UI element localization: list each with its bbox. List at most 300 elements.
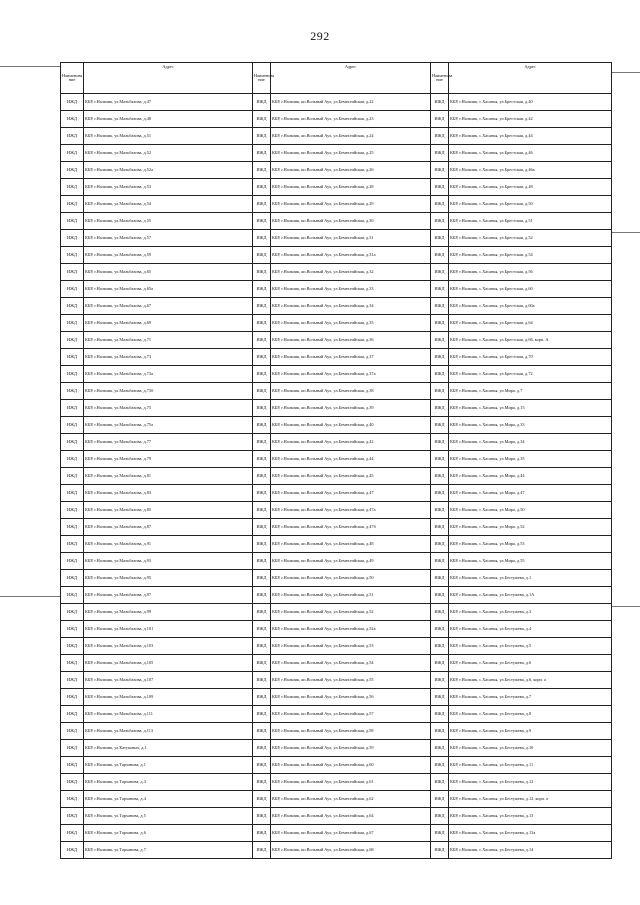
- address-cell: КБР, г.Нальчик, кп.Вольный Аул, ул.Бемехгийская, д.36: [271, 332, 431, 349]
- address-cell: КБР, г.Нальчик, с.Хасанья, ул.Мира, д.34: [449, 434, 612, 451]
- address-cell: КБР, г.Нальчик, кп.Вольный Аул, ул.Бемехгийская, д.57: [271, 706, 431, 723]
- address-cell: КБР, г.Нальчик, с.Хасанья, ул.Бестужева, д.14: [449, 842, 612, 859]
- address-cell: КБР, г.Нальчик, с.Хасанья, ул.Брестская, д.52: [449, 230, 612, 247]
- address-cell: КБР, г.Нальчик, ул.Мальбахова, д.59: [84, 247, 253, 264]
- object-type-cell: ИЖД: [431, 842, 449, 859]
- object-type-cell: ИЖД: [253, 604, 271, 621]
- object-type-cell: ИЖД: [61, 536, 84, 553]
- address-cell: КБР, г.Нальчик, ул.Мальбахова, д.69: [84, 315, 253, 332]
- object-type-cell: ИЖД: [61, 672, 84, 689]
- table-row: [61, 213, 612, 230]
- address-cell: КБР, г.Нальчик, ул.Мальбахова, д.47: [84, 94, 253, 111]
- table-row: [61, 553, 612, 570]
- address-cell: КБР, г.Нальчик, кп.Вольный Аул, ул.Бемехгийская, д.37а: [271, 366, 431, 383]
- object-type-cell: ИЖД: [61, 315, 84, 332]
- object-type-cell: ИЖД: [61, 264, 84, 281]
- object-type-cell: ИЖД: [61, 434, 84, 451]
- table-row: [61, 417, 612, 434]
- object-type-cell: ИЖД: [61, 723, 84, 740]
- address-cell: КБР, г.Нальчик, кп.Вольный Аул, ул.Бемехгийская, д.48: [271, 536, 431, 553]
- object-type-cell: ИЖД: [431, 400, 449, 417]
- address-cell: КБР, г.Нальчик, с.Хасанья, ул.Брестская, д.64: [449, 315, 612, 332]
- object-type-cell: ИЖД: [431, 366, 449, 383]
- object-type-cell: ИЖД: [253, 740, 271, 757]
- object-type-cell: ИЖД: [253, 349, 271, 366]
- address-cell: КБР, г.Нальчик, ул.Мальбахова, д.65а: [84, 281, 253, 298]
- object-type-cell: ИЖД: [61, 604, 84, 621]
- object-type-cell: ИЖД: [61, 638, 84, 655]
- address-cell: КБР, г.Нальчик, ул.Тарханова, д.3: [84, 774, 253, 791]
- address-cell: КБР, г.Нальчик, ул.Мальбахова, д.57: [84, 230, 253, 247]
- scan-margin-line-left: [0, 66, 60, 67]
- object-type-cell: ИЖД: [253, 706, 271, 723]
- object-type-cell: ИЖД: [61, 179, 84, 196]
- table-row: [61, 808, 612, 825]
- address-cell: КБР, г.Нальчик, с.Хасанья, ул.Бестужева, д.1А: [449, 587, 612, 604]
- object-type-cell: ИЖД: [431, 434, 449, 451]
- object-type-cell: ИЖД: [431, 655, 449, 672]
- address-cell: КБР, г.Нальчик, ул.Мальбахова, д.99: [84, 604, 253, 621]
- object-type-cell: ИЖД: [253, 213, 271, 230]
- address-cell: КБР, г.Нальчик, кп.Вольный Аул, ул.Бемехгийская, д.53: [271, 638, 431, 655]
- object-type-cell: ИЖД: [431, 213, 449, 230]
- object-type-cell: ИЖД: [253, 825, 271, 842]
- address-cell: КБР, г.Нальчик, с.Хасанья, ул.Брестская, д.54: [449, 247, 612, 264]
- address-cell: КБР, г.Нальчик, кп.Вольный Аул, ул.Бемехгийская, д.54: [271, 655, 431, 672]
- table-row: [61, 587, 612, 604]
- address-cell: КБР, г.Нальчик, кп.Вольный Аул, ул.Бемехгийская, д.52: [271, 604, 431, 621]
- object-type-cell: ИЖД: [253, 774, 271, 791]
- address-cell: КБР, г.Нальчик, с.Хасанья, ул.Мира, д.7: [449, 383, 612, 400]
- address-cell: КБР, г.Нальчик, кп.Вольный Аул, ул.Бемехгийская, д.38: [271, 383, 431, 400]
- object-type-cell: ИЖД: [61, 332, 84, 349]
- object-type-cell: ИЖД: [431, 519, 449, 536]
- object-type-cell: ИЖД: [61, 94, 84, 111]
- address-cell: КБР, г.Нальчик, с.Хасанья, ул.Мира, д.53: [449, 536, 612, 553]
- object-type-cell: ИЖД: [61, 689, 84, 706]
- address-cell: КБР, г.Нальчик, с.Хасанья, ул.Брестская, д.46: [449, 145, 612, 162]
- address-cell: КБР, г.Нальчик, с.Хасанья, ул.Брестская, д.51: [449, 213, 612, 230]
- address-cell: КБР, г.Нальчик, ул.Катуковых, д.1: [84, 740, 253, 757]
- address-cell: КБР, г.Нальчик, с.Хасанья, ул.Брестская, д.50: [449, 196, 612, 213]
- table-row: [61, 230, 612, 247]
- address-cell: КБР, г.Нальчик, ул.Мальбахова, д.73б: [84, 383, 253, 400]
- object-type-cell: ИЖД: [253, 281, 271, 298]
- header-type-2: Наименова ние: [253, 63, 271, 94]
- object-type-cell: ИЖД: [431, 196, 449, 213]
- table-row: [61, 332, 612, 349]
- address-cell: КБР, г.Нальчик, кп.Вольный Аул, ул.Бемехгийская, д.33: [271, 281, 431, 298]
- address-cell: КБР, г.Нальчик, ул.Мальбахова, д.71: [84, 332, 253, 349]
- scan-margin-line-right-2: [611, 232, 640, 233]
- object-type-cell: ИЖД: [61, 366, 84, 383]
- object-type-cell: ИЖД: [431, 485, 449, 502]
- object-type-cell: ИЖД: [431, 536, 449, 553]
- object-type-cell: ИЖД: [253, 94, 271, 111]
- object-type-cell: ИЖД: [253, 655, 271, 672]
- address-cell: КБР, г.Нальчик, ул.Мальбахова, д.109: [84, 689, 253, 706]
- object-type-cell: ИЖД: [253, 230, 271, 247]
- address-cell: КБР, г.Нальчик, кп.Вольный Аул, ул.Бемехгийская, д.61: [271, 774, 431, 791]
- address-cell: КБР, г.Нальчик, ул.Мальбахова, д.111: [84, 706, 253, 723]
- object-type-cell: ИЖД: [61, 587, 84, 604]
- address-cell: КБР, г.Нальчик, кп.Вольный Аул, ул.Бемехгийская, д.49: [271, 553, 431, 570]
- object-type-cell: ИЖД: [431, 145, 449, 162]
- address-cell: КБР, г.Нальчик, ул.Мальбахова, д.73: [84, 349, 253, 366]
- address-cell: КБР, г.Нальчик, ул.Мальбахова, д.107: [84, 672, 253, 689]
- address-cell: КБР, г.Нальчик, с.Хасанья, ул.Мира, д.47: [449, 485, 612, 502]
- address-cell: КБР, г.Нальчик, ул.Мальбахова, д.52а: [84, 162, 253, 179]
- object-type-cell: ИЖД: [431, 298, 449, 315]
- object-type-cell: ИЖД: [61, 298, 84, 315]
- table-row: [61, 791, 612, 808]
- table-row: [61, 842, 612, 859]
- object-type-cell: ИЖД: [431, 774, 449, 791]
- object-type-cell: ИЖД: [61, 196, 84, 213]
- object-type-cell: ИЖД: [431, 111, 449, 128]
- address-cell: КБР, г.Нальчик, с.Хасанья, ул.Брестская, д.60: [449, 281, 612, 298]
- object-type-cell: ИЖД: [253, 553, 271, 570]
- object-type-cell: ИЖД: [61, 502, 84, 519]
- address-cell: КБР, г.Нальчик, с.Хасанья, ул.Бестужева, д.3: [449, 604, 612, 621]
- address-cell: КБР, г.Нальчик, ул.Мальбахова, д.113: [84, 723, 253, 740]
- table-row: [61, 502, 612, 519]
- object-type-cell: ИЖД: [253, 502, 271, 519]
- object-type-cell: ИЖД: [253, 638, 271, 655]
- address-cell: КБР, г.Нальчик, с.Хасанья, ул.Мира, д.52: [449, 519, 612, 536]
- address-cell: КБР, г.Нальчик, кп.Вольный Аул, ул.Бемехгийская, д.26: [271, 162, 431, 179]
- address-cell: КБР, г.Нальчик, с.Хасанья, ул.Брестская, д.46а: [449, 162, 612, 179]
- object-type-cell: ИЖД: [431, 417, 449, 434]
- address-cell: КБР, г.Нальчик, кп.Вольный Аул, ул.Бемехгийская, д.32: [271, 264, 431, 281]
- object-type-cell: ИЖД: [61, 349, 84, 366]
- object-type-cell: ИЖД: [431, 315, 449, 332]
- address-cell: КБР, г.Нальчик, с.Хасанья, ул.Мира, д.50: [449, 502, 612, 519]
- address-cell: КБР, г.Нальчик, с.Хасанья, ул.Бестужева, д.10: [449, 740, 612, 757]
- address-cell: КБР, г.Нальчик, кп.Вольный Аул, ул.Бемехгийская, д.30: [271, 213, 431, 230]
- object-type-cell: ИЖД: [431, 740, 449, 757]
- object-type-cell: ИЖД: [431, 689, 449, 706]
- table-row: [61, 604, 612, 621]
- object-type-cell: ИЖД: [431, 332, 449, 349]
- address-cell: КБР, г.Нальчик, с.Хасанья, ул.Мира, д.35: [449, 451, 612, 468]
- table-row: [61, 638, 612, 655]
- address-cell: КБР, г.Нальчик, кп.Вольный Аул, ул.Бемехгийская, д.59: [271, 740, 431, 757]
- table-row: [61, 672, 612, 689]
- address-cell: КБР, г.Нальчик, кп.Вольный Аул, ул.Бемехгийская, д.55: [271, 672, 431, 689]
- object-type-cell: ИЖД: [253, 111, 271, 128]
- table-row: [61, 740, 612, 757]
- object-type-cell: ИЖД: [61, 145, 84, 162]
- object-type-cell: ИЖД: [431, 553, 449, 570]
- object-type-cell: ИЖД: [253, 689, 271, 706]
- object-type-cell: ИЖД: [61, 400, 84, 417]
- object-type-cell: ИЖД: [431, 247, 449, 264]
- table-row: [61, 111, 612, 128]
- object-type-cell: ИЖД: [431, 604, 449, 621]
- address-cell: КБР, г.Нальчик, кп.Вольный Аул, ул.Бемехгийская, д.58: [271, 723, 431, 740]
- object-type-cell: ИЖД: [431, 706, 449, 723]
- object-type-cell: ИЖД: [61, 791, 84, 808]
- address-cell: КБР, г.Нальчик, с.Хасанья, ул.Мира, д.33: [449, 417, 612, 434]
- address-cell: КБР, г.Нальчик, с.Хасанья, ул.Бестужева, д.7: [449, 689, 612, 706]
- address-cell: КБР, г.Нальчик, ул.Мальбахова, д.77: [84, 434, 253, 451]
- object-type-cell: ИЖД: [431, 179, 449, 196]
- address-cell: КБР, г.Нальчик, кп.Вольный Аул, ул.Бемехгийская, д.31: [271, 230, 431, 247]
- address-cell: КБР, г.Нальчик, ул.Тарханова, д.7: [84, 842, 253, 859]
- address-cell: КБР, г.Нальчик, ул.Мальбахова, д.55: [84, 213, 253, 230]
- object-type-cell: ИЖД: [431, 468, 449, 485]
- address-cell: КБР, г.Нальчик, ул.Мальбахова, д.54: [84, 196, 253, 213]
- object-type-cell: ИЖД: [253, 417, 271, 434]
- object-type-cell: ИЖД: [61, 570, 84, 587]
- address-cell: КБР, г.Нальчик, с.Хасанья, ул.Бестужева, д.12: [449, 774, 612, 791]
- object-type-cell: ИЖД: [253, 723, 271, 740]
- object-type-cell: ИЖД: [253, 808, 271, 825]
- address-cell: КБР, г.Нальчик, ул.Тарханова, д.5: [84, 808, 253, 825]
- table-row: [61, 536, 612, 553]
- address-cell: КБР, г.Нальчик, с.Хасанья, ул.Бестужева, д.9: [449, 723, 612, 740]
- object-type-cell: ИЖД: [431, 128, 449, 145]
- object-type-cell: ИЖД: [61, 281, 84, 298]
- header-type-3: Наименова ние: [431, 63, 449, 94]
- address-cell: КБР, г.Нальчик, ул.Мальбахова, д.95: [84, 570, 253, 587]
- object-type-cell: ИЖД: [253, 587, 271, 604]
- object-type-cell: ИЖД: [431, 825, 449, 842]
- address-cell: КБР, г.Нальчик, кп.Вольный Аул, ул.Бемехгийская, д.68: [271, 842, 431, 859]
- table-row: [61, 94, 612, 111]
- object-type-cell: ИЖД: [431, 230, 449, 247]
- address-cell: КБР, г.Нальчик, кп.Вольный Аул, ул.Бемехгийская, д.35: [271, 315, 431, 332]
- object-type-cell: ИЖД: [61, 128, 84, 145]
- object-type-cell: ИЖД: [61, 213, 84, 230]
- address-cell: КБР, г.Нальчик, ул.Мальбахова, д.81: [84, 468, 253, 485]
- address-cell: КБР, г.Нальчик, ул.Тарханова, д.1: [84, 757, 253, 774]
- address-cell: КБР, г.Нальчик, ул.Мальбахова, д.103: [84, 638, 253, 655]
- object-type-cell: ИЖД: [253, 842, 271, 859]
- table-row: [61, 162, 612, 179]
- table-row: [61, 451, 612, 468]
- object-type-cell: ИЖД: [61, 230, 84, 247]
- object-type-cell: ИЖД: [431, 638, 449, 655]
- object-type-cell: ИЖД: [431, 451, 449, 468]
- object-type-cell: ИЖД: [61, 417, 84, 434]
- address-cell: КБР, г.Нальчик, с.Хасанья, ул.Бестужева, д.1: [449, 570, 612, 587]
- address-cell: КБР, г.Нальчик, ул.Тарханова, д.6: [84, 825, 253, 842]
- object-type-cell: ИЖД: [253, 400, 271, 417]
- table-row: [61, 825, 612, 842]
- object-type-cell: ИЖД: [253, 179, 271, 196]
- table-row: [61, 400, 612, 417]
- address-cell: КБР, г.Нальчик, с.Хасанья, ул.Бестужева, д.6, корп. а: [449, 672, 612, 689]
- address-cell: КБР, г.Нальчик, кп.Вольный Аул, ул.Бемехгийская, д.47б: [271, 519, 431, 536]
- object-type-cell: ИЖД: [431, 383, 449, 400]
- object-type-cell: ИЖД: [431, 791, 449, 808]
- address-cell: КБР, г.Нальчик, кп.Вольный Аул, ул.Бемехгийская, д.62: [271, 791, 431, 808]
- object-type-cell: ИЖД: [253, 621, 271, 638]
- address-cell: КБР, г.Нальчик, ул.Мальбахова, д.75а: [84, 417, 253, 434]
- object-type-cell: ИЖД: [253, 485, 271, 502]
- address-cell: КБР, г.Нальчик, кп.Вольный Аул, ул.Бемехгийская, д.50: [271, 570, 431, 587]
- address-cell: КБР, г.Нальчик, ул.Мальбахова, д.97: [84, 587, 253, 604]
- object-type-cell: ИЖД: [61, 247, 84, 264]
- object-type-cell: ИЖД: [431, 162, 449, 179]
- object-type-cell: ИЖД: [431, 621, 449, 638]
- object-type-cell: ИЖД: [61, 621, 84, 638]
- address-cell: КБР, г.Нальчик, ул.Мальбахова, д.101: [84, 621, 253, 638]
- header-address-3: Адрес: [449, 63, 612, 94]
- address-cell: КБР, г.Нальчик, с.Хасанья, ул.Бестужева, д.5: [449, 638, 612, 655]
- object-type-cell: ИЖД: [253, 434, 271, 451]
- object-type-cell: ИЖД: [253, 315, 271, 332]
- address-cell: КБР, г.Нальчик, с.Хасанья, ул.Брестская, д.66, корп. А: [449, 332, 612, 349]
- object-type-cell: ИЖД: [61, 706, 84, 723]
- address-cell: КБР, г.Нальчик, с.Хасанья, ул.Бестужева, д.12, корп. а: [449, 791, 612, 808]
- address-cell: КБР, г.Нальчик, кп.Вольный Аул, ул.Бемехгийская, д.45: [271, 468, 431, 485]
- address-cell: КБР, г.Нальчик, с.Хасанья, ул.Бестужева, д.6: [449, 655, 612, 672]
- address-cell: КБР, г.Нальчик, с.Хасанья, ул.Бестужева, д.4: [449, 621, 612, 638]
- address-cell: КБР, г.Нальчик, кп.Вольный Аул, ул.Бемехгийская, д.44: [271, 451, 431, 468]
- address-cell: КБР, г.Нальчик, кп.Вольный Аул, ул.Бемехгийская, д.24: [271, 128, 431, 145]
- object-type-cell: ИЖД: [253, 791, 271, 808]
- table-row: [61, 485, 612, 502]
- header-address-1: Адрес: [84, 63, 253, 94]
- address-cell: КБР, г.Нальчик, ул.Мальбахова, д.52: [84, 145, 253, 162]
- object-type-cell: ИЖД: [61, 485, 84, 502]
- address-cell: КБР, г.Нальчик, ул.Мальбахова, д.85: [84, 502, 253, 519]
- object-type-cell: ИЖД: [253, 196, 271, 213]
- object-type-cell: ИЖД: [431, 570, 449, 587]
- object-type-cell: ИЖД: [61, 451, 84, 468]
- page-number: 292: [310, 29, 330, 43]
- object-type-cell: ИЖД: [431, 349, 449, 366]
- address-cell: КБР, г.Нальчик, кп.Вольный Аул, ул.Бемехгийская, д.64: [271, 808, 431, 825]
- table-row: [61, 281, 612, 298]
- table-row: [61, 247, 612, 264]
- object-type-cell: ИЖД: [61, 553, 84, 570]
- address-cell: КБР, г.Нальчик, ул.Мальбахова, д.51: [84, 128, 253, 145]
- address-cell: КБР, г.Нальчик, ул.Мальбахова, д.105: [84, 655, 253, 672]
- object-type-cell: ИЖД: [61, 842, 84, 859]
- address-cell: КБР, г.Нальчик, кп.Вольный Аул, ул.Бемехгийская, д.25: [271, 145, 431, 162]
- object-type-cell: ИЖД: [253, 332, 271, 349]
- table-header: [61, 63, 612, 94]
- address-cell: КБР, г.Нальчик, с.Хасанья, ул.Бестужева, д.13: [449, 808, 612, 825]
- address-cell: КБР, г.Нальчик, с.Хасанья, ул.Бестужева, д.13а: [449, 825, 612, 842]
- address-cell: КБР, г.Нальчик, кп.Вольный Аул, ул.Бемехгийская, д.23: [271, 111, 431, 128]
- address-cell: КБР, г.Нальчик, ул.Мальбахова, д.65: [84, 264, 253, 281]
- address-table: [60, 62, 612, 859]
- table-row: [61, 723, 612, 740]
- address-cell: КБР, г.Нальчик, кп.Вольный Аул, ул.Бемехгийская, д.56: [271, 689, 431, 706]
- address-cell: КБР, г.Нальчик, кп.Вольный Аул, ул.Бемехгийская, д.47а: [271, 502, 431, 519]
- address-cell: КБР, г.Нальчик, с.Хасанья, ул.Мира, д.15: [449, 400, 612, 417]
- object-type-cell: ИЖД: [431, 587, 449, 604]
- address-register-sheet: [60, 62, 611, 859]
- object-type-cell: ИЖД: [253, 128, 271, 145]
- object-type-cell: ИЖД: [61, 468, 84, 485]
- object-type-cell: ИЖД: [61, 519, 84, 536]
- table-row: [61, 349, 612, 366]
- object-type-cell: ИЖД: [253, 468, 271, 485]
- object-type-cell: ИЖД: [253, 757, 271, 774]
- scan-margin-line-right-3: [611, 606, 640, 607]
- address-cell: КБР, г.Нальчик, с.Хасанья, ул.Брестская, д.42: [449, 111, 612, 128]
- address-cell: КБР, г.Нальчик, ул.Мальбахова, д.83: [84, 485, 253, 502]
- object-type-cell: ИЖД: [431, 264, 449, 281]
- address-cell: КБР, г.Нальчик, ул.Тарханова, д.4: [84, 791, 253, 808]
- object-type-cell: ИЖД: [253, 570, 271, 587]
- address-cell: КБР, г.Нальчик, кп.Вольный Аул, ул.Бемехгийская, д.52а: [271, 621, 431, 638]
- table-row: [61, 468, 612, 485]
- address-cell: КБР, г.Нальчик, с.Хасанья, ул.Брестская, д.56: [449, 264, 612, 281]
- table-row: [61, 655, 612, 672]
- table-row: [61, 315, 612, 332]
- address-cell: КБР, г.Нальчик, ул.Мальбахова, д.73а: [84, 366, 253, 383]
- scan-margin-line-left-2: [0, 596, 60, 597]
- object-type-cell: ИЖД: [431, 502, 449, 519]
- address-cell: КБР, г.Нальчик, с.Хасанья, ул.Мира, д.55: [449, 553, 612, 570]
- table-row: [61, 179, 612, 196]
- address-cell: КБР, г.Нальчик, кп.Вольный Аул, ул.Бемехгийская, д.60: [271, 757, 431, 774]
- address-cell: КБР, г.Нальчик, с.Хасанья, ул.Мира, д.44: [449, 468, 612, 485]
- object-type-cell: ИЖД: [253, 536, 271, 553]
- address-cell: КБР, г.Нальчик, кп.Вольный Аул, ул.Бемехгийская, д.34: [271, 298, 431, 315]
- object-type-cell: ИЖД: [253, 145, 271, 162]
- address-cell: КБР, г.Нальчик, кп.Вольный Аул, ул.Бемехгийская, д.40: [271, 417, 431, 434]
- object-type-cell: ИЖД: [431, 723, 449, 740]
- address-cell: КБР, г.Нальчик, ул.Мальбахова, д.53: [84, 179, 253, 196]
- table-row: [61, 434, 612, 451]
- address-cell: КБР, г.Нальчик, кп.Вольный Аул, ул.Бемехгийская, д.67: [271, 825, 431, 842]
- scan-margin-line-right: [611, 72, 640, 73]
- address-cell: КБР, г.Нальчик, ул.Мальбахова, д.75: [84, 400, 253, 417]
- table-row: [61, 264, 612, 281]
- address-cell: КБР, г.Нальчик, с.Хасанья, ул.Брестская, д.60а: [449, 298, 612, 315]
- table-body: [61, 94, 612, 859]
- address-cell: КБР, г.Нальчик, ул.Мальбахова, д.48: [84, 111, 253, 128]
- table-row: [61, 128, 612, 145]
- object-type-cell: ИЖД: [61, 774, 84, 791]
- object-type-cell: ИЖД: [431, 672, 449, 689]
- header-type-1: Наименова ние: [61, 63, 84, 94]
- address-cell: КБР, г.Нальчик, кп.Вольный Аул, ул.Бемехгийская, д.37: [271, 349, 431, 366]
- object-type-cell: ИЖД: [253, 672, 271, 689]
- address-cell: КБР, г.Нальчик, кп.Вольный Аул, ул.Бемехгийская, д.22: [271, 94, 431, 111]
- table-row: [61, 706, 612, 723]
- address-cell: КБР, г.Нальчик, кп.Вольный Аул, ул.Бемехгийская, д.42: [271, 434, 431, 451]
- object-type-cell: ИЖД: [431, 757, 449, 774]
- table-row: [61, 621, 612, 638]
- header-address-2: Адрес: [271, 63, 431, 94]
- table-row: [61, 570, 612, 587]
- address-cell: КБР, г.Нальчик, ул.Мальбахова, д.93: [84, 553, 253, 570]
- object-type-cell: ИЖД: [61, 655, 84, 672]
- object-type-cell: ИЖД: [253, 519, 271, 536]
- address-cell: КБР, г.Нальчик, с.Хасанья, ул.Брестская, д.48: [449, 179, 612, 196]
- address-cell: КБР, г.Нальчик, ул.Мальбахова, д.91: [84, 536, 253, 553]
- object-type-cell: ИЖД: [61, 383, 84, 400]
- address-cell: КБР, г.Нальчик, с.Хасанья, ул.Бестужева, д.11: [449, 757, 612, 774]
- object-type-cell: ИЖД: [61, 825, 84, 842]
- address-cell: КБР, г.Нальчик, кп.Вольный Аул, ул.Бемехгийская, д.47: [271, 485, 431, 502]
- address-cell: КБР, г.Нальчик, кп.Вольный Аул, ул.Бемехгийская, д.51: [271, 587, 431, 604]
- address-cell: КБР, г.Нальчик, ул.Мальбахова, д.87: [84, 519, 253, 536]
- object-type-cell: ИЖД: [61, 757, 84, 774]
- table-row: [61, 519, 612, 536]
- address-cell: КБР, г.Нальчик, с.Хасанья, ул.Брестская, д.72: [449, 366, 612, 383]
- object-type-cell: ИЖД: [253, 162, 271, 179]
